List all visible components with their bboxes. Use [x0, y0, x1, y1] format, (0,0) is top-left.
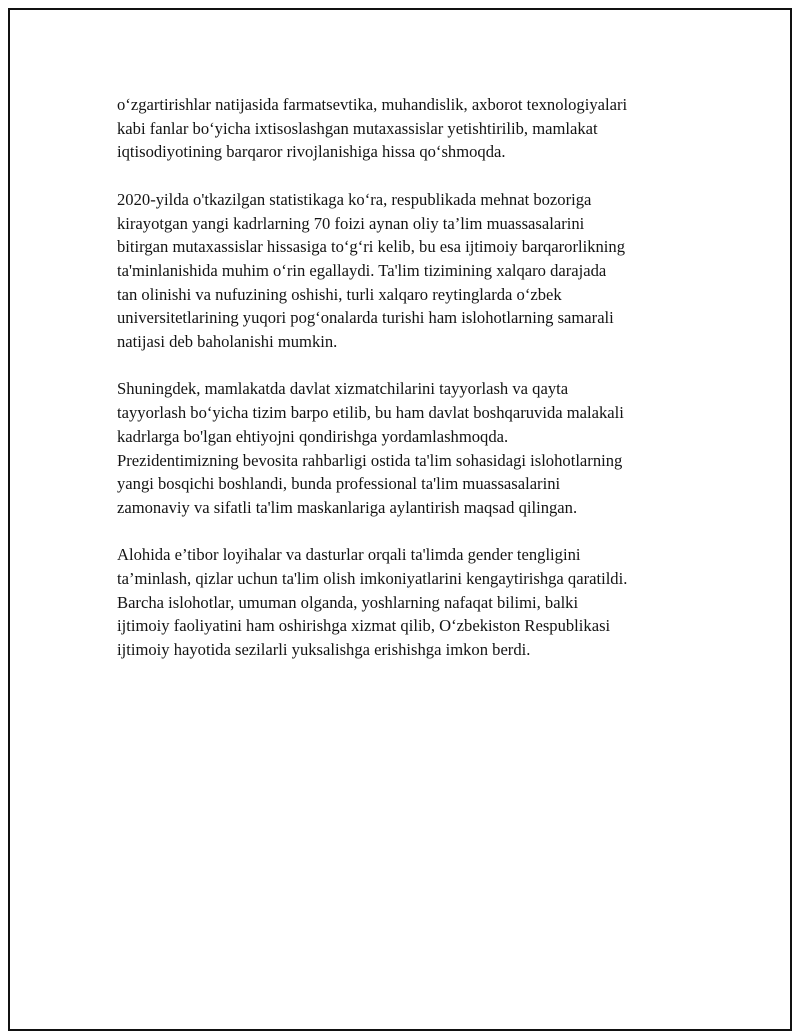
paragraph-3 [117, 377, 692, 519]
paragraph-2 [117, 188, 692, 354]
text-line: tayyorlash bo‘yicha tizim barpo etilib, bu ham davlat boshqaruvida malakali [117, 403, 624, 423]
text-line: Barcha islohotlar, umuman olganda, yoshlarning nafaqat bilimi, balki [117, 592, 579, 612]
text-line: ijtimoiy faoliyatini ham oshirishga xizmat qilib, O‘zbekiston Respublikasi [117, 616, 611, 636]
text-line: kadrlarga bo'lgan ehtiyojni qondirishga yordamlashmoqda. [117, 426, 509, 446]
text-line: ijtimoiy hayotida sezilarli yuksalishga erishishga imkon berdi. [117, 640, 531, 660]
text-line: ta'minlanishida muhim o‘rin egallaydi. Ta'lim tizimining xalqaro darajada [117, 260, 607, 280]
text-line: ta’minlash, qizlar uchun ta'lim olish imkoniyatlarini kengaytirishga qaratildi. [117, 569, 628, 589]
text-line: Shuningdek, mamlakatda davlat xizmatchilarini tayyorlash va qayta [117, 379, 569, 399]
text-line: Prezidentimizning bevosita rahbarligi ostida ta'lim sohasidagi islohotlarning [117, 450, 623, 470]
text-line: 2020-yilda o'tkazilgan statistikaga ko‘ra, respublikada mehnat bozoriga [117, 189, 592, 209]
text-line: Alohida e’tibor loyihalar va dasturlar orqali ta'limda gender tengligini [117, 545, 581, 565]
paragraph-1 [117, 93, 692, 164]
paragraph-4 [117, 543, 692, 662]
text-line: kirayotgan yangi kadrlarning 70 foizi aynan oliy ta’lim muassasalarini [117, 213, 585, 233]
text-line: zamonaviy va sifatli ta'lim maskanlariga aylantirish maqsad qilingan. [117, 497, 578, 517]
document-body [117, 93, 692, 686]
text-line: kabi fanlar bo‘yicha ixtisoslashgan mutaxassislar yetishtirilib, mamlakat [117, 118, 598, 138]
text-line: tan olinishi va nufuzining oshishi, turli xalqaro reytinglarda o‘zbek [117, 284, 562, 304]
text-line: universitetlarining yuqori pog‘onalarda turishi ham islohotlarning samarali [117, 308, 614, 328]
text-line: bitirgan mutaxassislar hissasiga to‘g‘ri kelib, bu esa ijtimoiy barqarorlikning [117, 237, 626, 257]
text-line: natijasi deb baholanishi mumkin. [117, 332, 338, 352]
text-line: iqtisodiyotining barqaror rivojlanishiga hissa qo‘shmoqda. [117, 142, 506, 162]
text-line: yangi bosqichi boshlandi, bunda professional ta'lim muassasalarini [117, 474, 561, 494]
text-line: o‘zgartirishlar natijasida farmatsevtika, muhandislik, axborot texnologiyalari [117, 95, 628, 114]
